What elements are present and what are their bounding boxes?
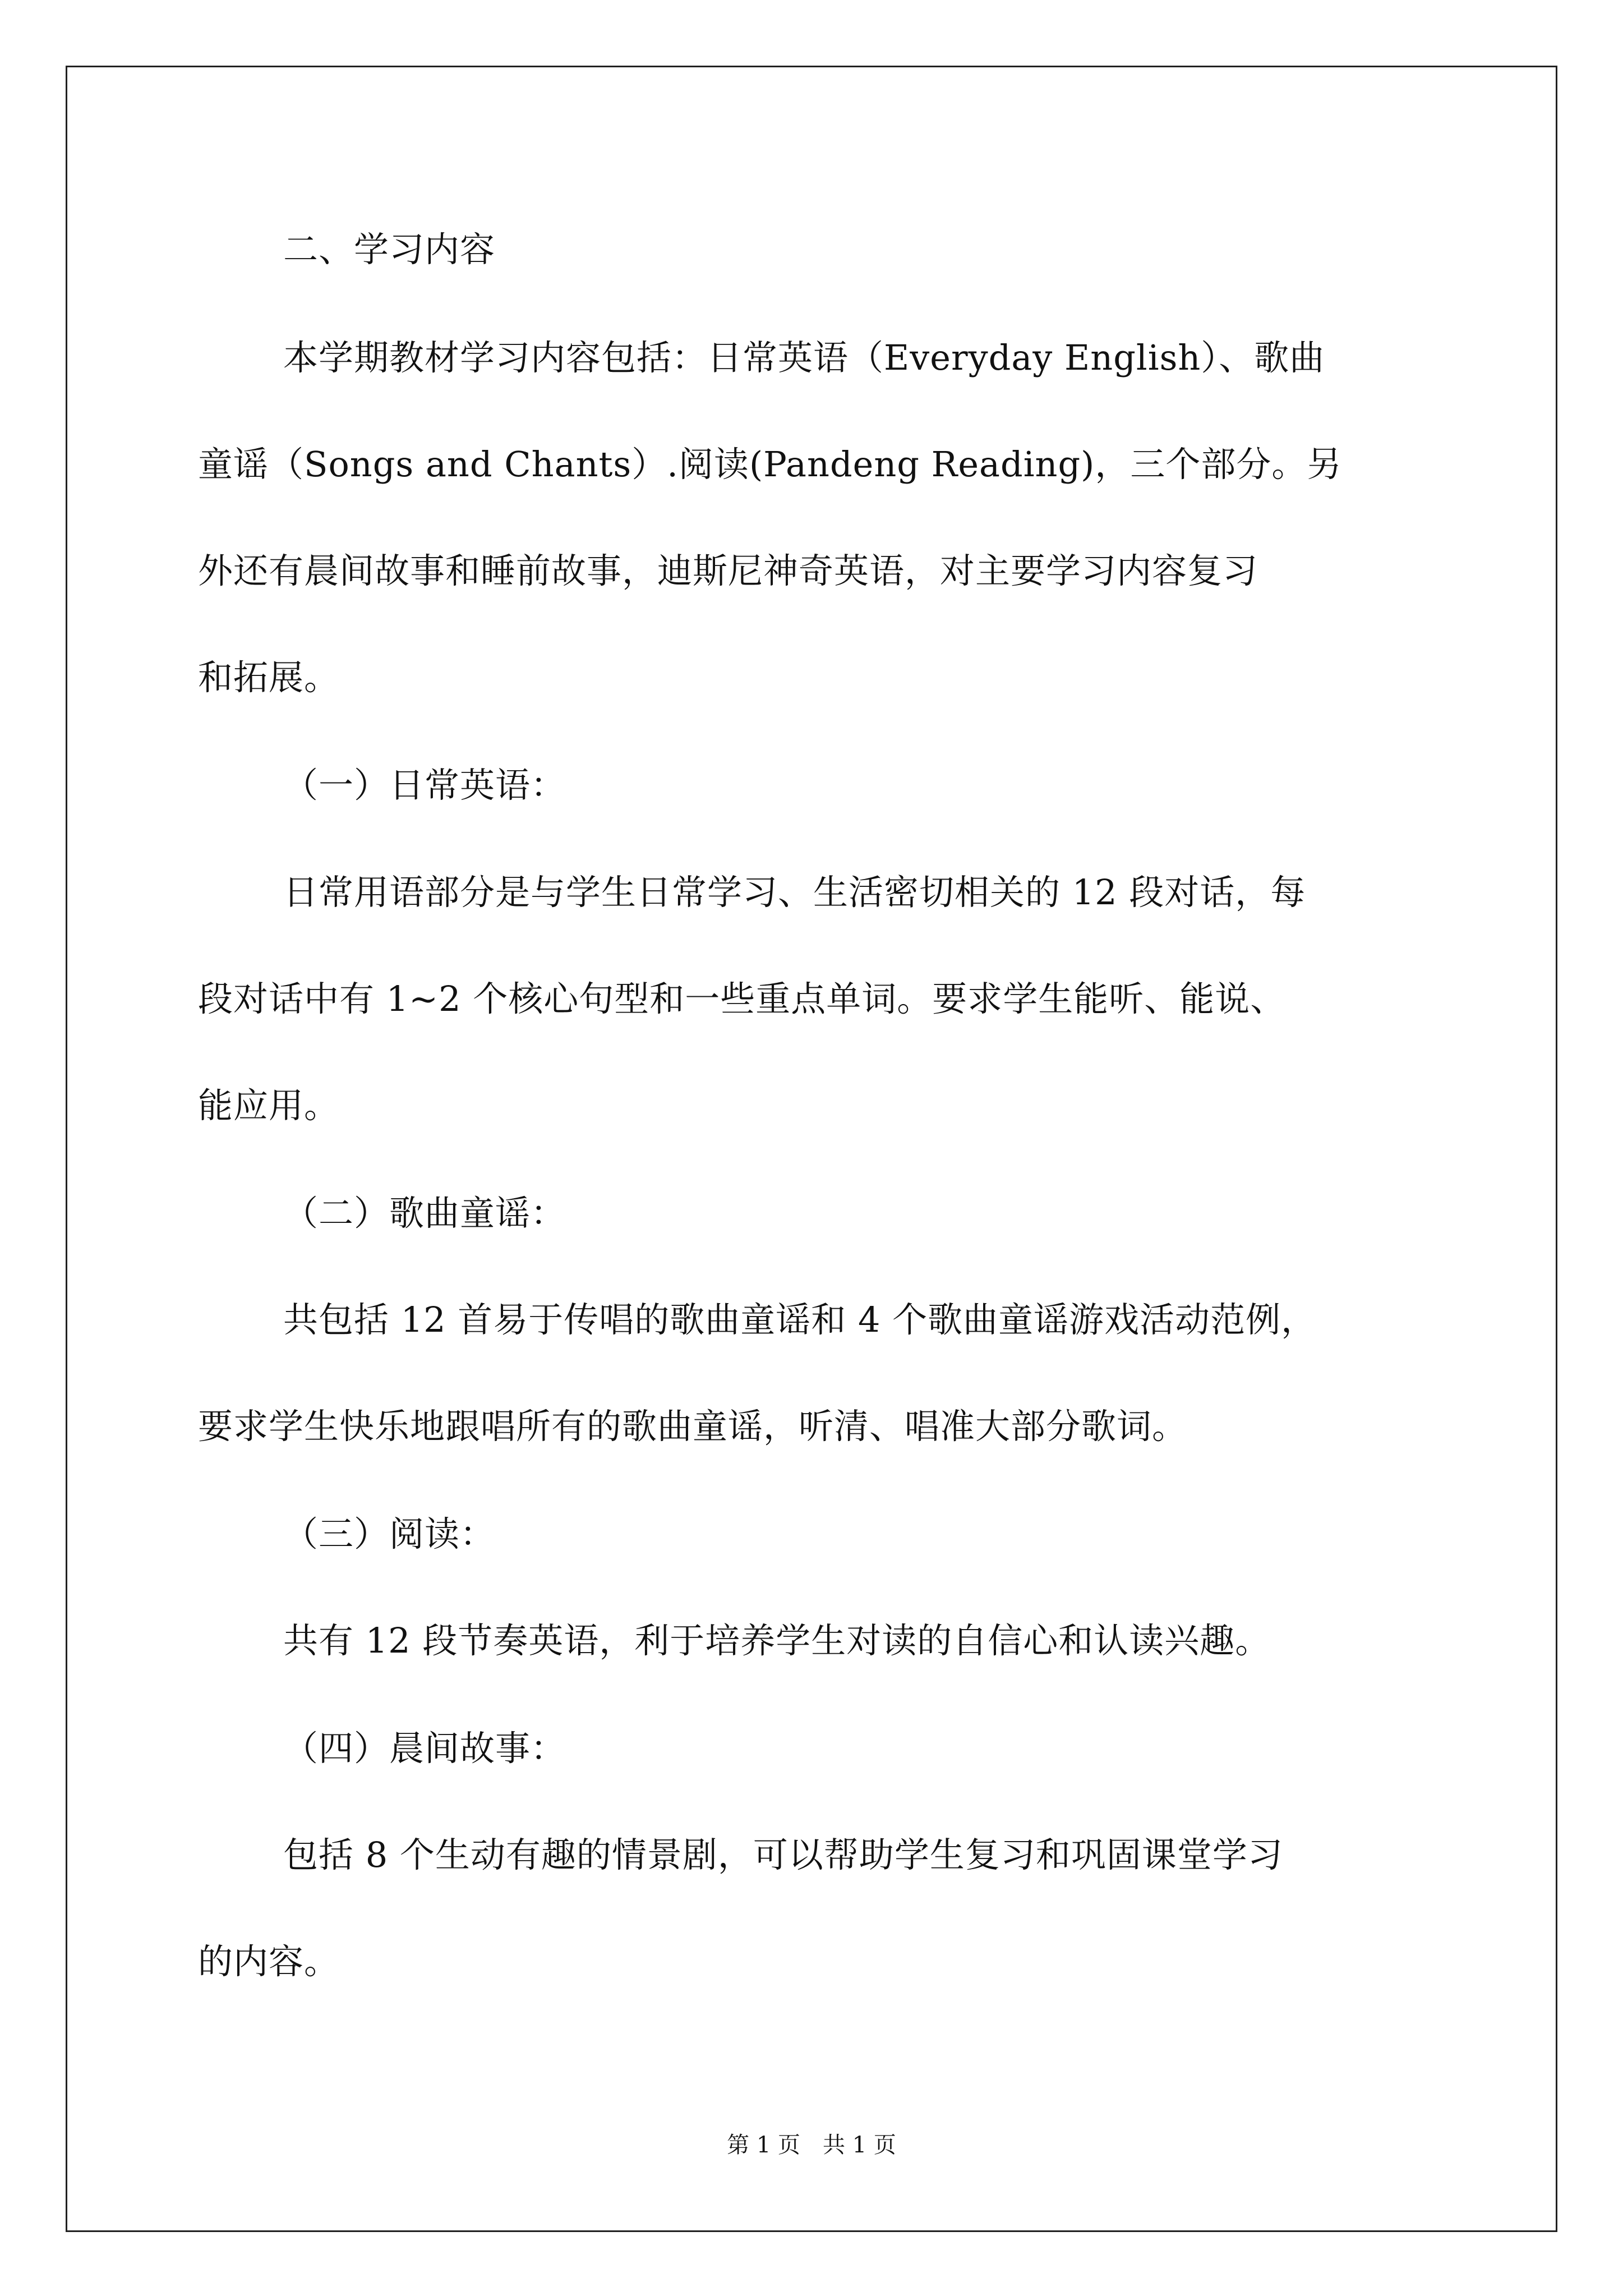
intro-line-2: 童谣（Songs and Chants）.阅读(Pandeng Reading)，三个部分。另	[198, 444, 1343, 485]
intro-line-3: 外还有晨间故事和睡前故事，迪斯尼神奇英语，对主要学习内容复习	[198, 550, 1258, 591]
sub2-heading: （二）歌曲童谣：	[283, 1193, 566, 1234]
sub4-heading: （四）晨间故事：	[283, 1728, 566, 1769]
sub3-line-1: 共有 12 段节奏英语，利于培养学生对读的自信心和认读兴趣。	[283, 1620, 1271, 1661]
sub3-heading: （三）阅读：	[283, 1513, 496, 1554]
sub4-line-2: 的内容。	[198, 1941, 340, 1982]
section-heading: 二、学习内容	[283, 229, 496, 270]
sub1-line-2: 段对话中有 1~2 个核心句型和一些重点单词。要求学生能听、能说、	[198, 978, 1286, 1019]
sub1-line-1: 日常用语部分是与学生日常学习、生活密切相关的 12 段对话，每	[283, 872, 1306, 913]
intro-line-1: 本学期教材学习内容包括：日常英语（Everyday English）、歌曲	[283, 337, 1325, 378]
sub1-heading: （一）日常英语：	[283, 765, 566, 806]
page-border	[66, 66, 1557, 2232]
intro-line-4: 和拓展。	[198, 657, 340, 698]
page-number-footer: 第 1 页 共 1 页	[727, 2132, 896, 2158]
sub4-line-1: 包括 8 个生动有趣的情景剧，可以帮助学生复习和巩固课堂学习	[283, 1834, 1283, 1875]
sub2-line-2: 要求学生快乐地跟唱所有的歌曲童谣，听清、唱准大部分歌词。	[198, 1406, 1188, 1447]
sub1-line-3: 能应用。	[198, 1085, 340, 1126]
sub2-line-1: 共包括 12 首易于传唱的歌曲童谣和 4 个歌曲童谣游戏活动范例，	[283, 1299, 1317, 1340]
